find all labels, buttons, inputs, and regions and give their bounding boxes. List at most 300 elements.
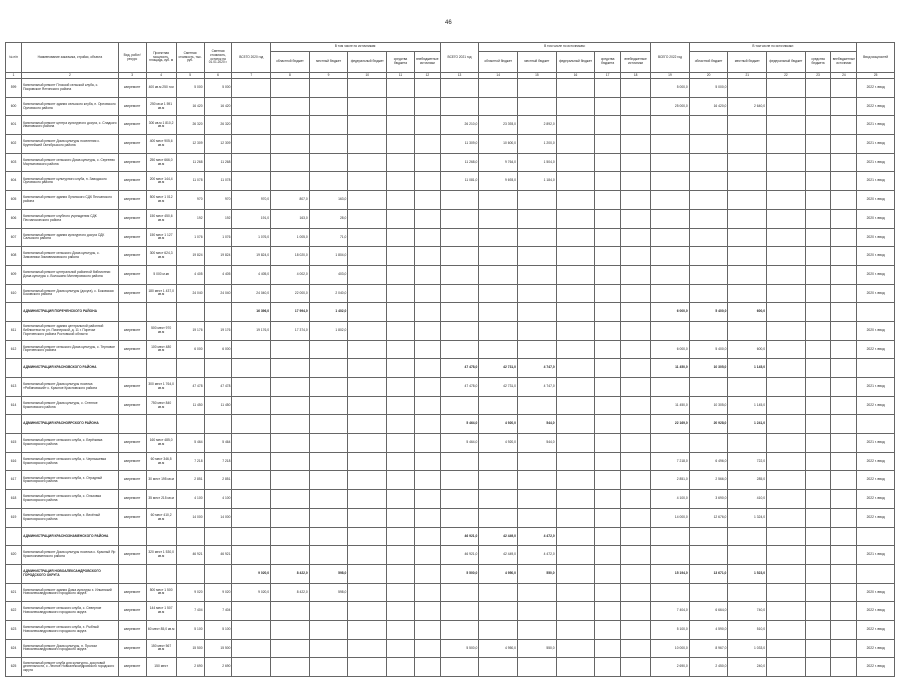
cell-empty (414, 191, 440, 210)
col-h: областной бюджет (479, 52, 518, 73)
cell-empty (805, 396, 831, 415)
cell-name: Капитальный ремонт центра культурного досуга, с. Сладкого Ивановского района (22, 116, 119, 135)
cell-cost: 5 100 (176, 620, 204, 639)
cell-end: 2022 г. ввод (857, 452, 895, 471)
table-row (6, 658, 895, 677)
cell-empty (805, 378, 831, 397)
cell-empty (595, 378, 621, 397)
cell-cap: 250 кв.м 1 591 кв.м (146, 97, 176, 116)
cell-t20 (232, 172, 271, 191)
cell-d (518, 97, 557, 116)
cell-empty (767, 434, 806, 453)
column-number: 6 (204, 73, 232, 79)
cell-empty (621, 153, 651, 172)
cell-t21 (440, 602, 479, 621)
cell-t20 (232, 116, 271, 135)
column-number: 16 (556, 73, 595, 79)
cell-empty (348, 172, 387, 191)
cell-c: 4 950,0 (479, 639, 518, 658)
cell-cost: 4 100 (176, 490, 204, 509)
cell-a (271, 135, 310, 154)
cell-cost: 19 176 (176, 321, 204, 340)
cell-a: 1 005,0 (271, 228, 310, 247)
cell-no (6, 527, 22, 546)
cell-t22: 7 404,0 (651, 602, 690, 621)
cell-t22 (651, 434, 690, 453)
cell-type (118, 359, 146, 378)
cell-rem: 15 500 (204, 639, 232, 658)
col-name: Наименование заказчика, стройки, объекта (22, 43, 119, 73)
cell-cap: 250 мест 666,0 кв.м (146, 153, 176, 172)
cell-t22 (651, 116, 690, 135)
cell-d (518, 658, 557, 677)
cell-empty (805, 415, 831, 434)
cell-empty (595, 490, 621, 509)
col-total-2021: ВСЕГО 2021 год (440, 43, 479, 73)
cell-t21 (440, 79, 479, 98)
cell-cost: 5 000 (176, 79, 204, 98)
cell-empty (595, 434, 621, 453)
cell-end (857, 303, 895, 322)
cell-empty (831, 415, 857, 434)
cell-d: 4 472,0 (518, 546, 557, 565)
cell-type: капремонт (118, 284, 146, 303)
cell-empty (348, 116, 387, 135)
cell-c (479, 340, 518, 359)
cell-b: 1 802,0 (309, 321, 348, 340)
cell-empty (767, 490, 806, 509)
cell-empty (831, 153, 857, 172)
cell-empty (595, 452, 621, 471)
cell-rem: 11 078 (204, 172, 232, 191)
cell-empty (831, 172, 857, 191)
cell-empty (348, 508, 387, 527)
cell-cap (146, 527, 176, 546)
cell-d (518, 247, 557, 266)
cell-f (728, 265, 767, 284)
cell-t22 (651, 228, 690, 247)
cell-empty (621, 209, 651, 228)
cell-rem: 5 464 (204, 434, 232, 453)
cell-empty (387, 527, 415, 546)
cell-t20: 19 176,0 (232, 321, 271, 340)
cell-cap: 180 мест 1 437,0 кв.м (146, 284, 176, 303)
cell-e: 5 400,0 (689, 303, 728, 322)
cell-empty (387, 620, 415, 639)
cell-empty (348, 471, 387, 490)
cell-empty (805, 434, 831, 453)
cell-t21 (440, 191, 479, 210)
cell-name: Капитальный ремонт Дома культуры поселка с. Красный Яр Краснознаменского района (22, 546, 119, 565)
cell-e: 2 566,0 (689, 471, 728, 490)
cell-b (309, 97, 348, 116)
cell-empty (595, 265, 621, 284)
cell-empty (831, 284, 857, 303)
cell-t21 (440, 265, 479, 284)
cell-empty (387, 639, 415, 658)
cell-cap: 144 мест 1 507 кв.м (146, 602, 176, 621)
cell-t20 (232, 602, 271, 621)
cell-rem (204, 564, 232, 583)
cell-f (728, 546, 767, 565)
col-capacity: Проектная мощность, площадь, куб. м (146, 43, 176, 73)
cell-t21 (440, 508, 479, 527)
cell-empty (387, 452, 415, 471)
table-row (6, 172, 895, 191)
cell-empty (621, 508, 651, 527)
cell-end: 2022 г. ввод (857, 658, 895, 677)
cell-f: 1 145,0 (728, 359, 767, 378)
cell-name: Капитальный ремонт культурного клуба, п. Заводского Орловского района (22, 172, 119, 191)
cell-rem: 46 921 (204, 546, 232, 565)
cell-empty (414, 209, 440, 228)
cell-t22: 14 000,0 (651, 508, 690, 527)
cell-empty (621, 172, 651, 191)
cell-c (479, 321, 518, 340)
cell-empty (556, 583, 595, 602)
cell-empty (595, 359, 621, 378)
cell-empty (595, 153, 621, 172)
cell-cost (176, 359, 204, 378)
cell-empty (556, 378, 595, 397)
cell-empty (831, 471, 857, 490)
cell-empty (767, 602, 806, 621)
cell-no: 624 (6, 639, 22, 658)
cell-empty (595, 116, 621, 135)
cell-rem: 11 268 (204, 153, 232, 172)
cell-empty (805, 658, 831, 677)
cell-empty (831, 265, 857, 284)
cell-empty (556, 135, 595, 154)
cell-no: 609 (6, 265, 22, 284)
cell-empty (831, 228, 857, 247)
col-h: областной бюджет (271, 52, 310, 73)
cell-cap: 500 мест 970 кв.м (146, 321, 176, 340)
cell-t20 (232, 527, 271, 546)
cell-empty (831, 116, 857, 135)
cell-empty (831, 583, 857, 602)
cell-end: 2021 г. ввод (857, 172, 895, 191)
cell-empty (556, 116, 595, 135)
cell-t21 (440, 303, 479, 322)
cell-t22 (651, 546, 690, 565)
cell-b: 598,0 (309, 583, 348, 602)
cell-t21 (440, 228, 479, 247)
cell-a (271, 172, 310, 191)
col-type: Вид, работ/ ресурс (118, 43, 146, 73)
cell-b: 2 040,0 (309, 284, 348, 303)
cell-t22 (651, 583, 690, 602)
cell-no (6, 303, 22, 322)
cell-empty (414, 527, 440, 546)
cell-t22 (651, 172, 690, 191)
cell-empty (414, 340, 440, 359)
cell-name: АДМИНИСТРАЦИЯ КРАСНОЗНАМЕНСКОГО РАЙОНА (22, 527, 119, 546)
cell-t21 (440, 471, 479, 490)
cell-t20 (232, 340, 271, 359)
cell-cap: 500 мест 1 012 кв.м (146, 191, 176, 210)
cell-no: 607 (6, 228, 22, 247)
cell-f: 1 145,0 (728, 396, 767, 415)
cell-b: 163,0 (309, 191, 348, 210)
group-row (6, 303, 895, 322)
cell-d: 4 747,0 (518, 378, 557, 397)
cell-end: 2020 г. ввод (857, 284, 895, 303)
table-row (6, 602, 895, 621)
cell-empty (387, 97, 415, 116)
cell-a: 22 000,0 (271, 284, 310, 303)
cell-no: 605 (6, 191, 22, 210)
cell-t21: 47 478,0 (440, 359, 479, 378)
cell-no: 601 (6, 116, 22, 135)
cell-cost: 1 076 (176, 228, 204, 247)
cell-empty (414, 228, 440, 247)
cell-no: 606 (6, 209, 22, 228)
cell-empty (595, 658, 621, 677)
cell-t22: 2 851,0 (651, 471, 690, 490)
cell-rem: 14 000 (204, 508, 232, 527)
cell-t20: 9 020,0 (232, 564, 271, 583)
cell-empty (831, 490, 857, 509)
cell-empty (767, 620, 806, 639)
column-number: 14 (479, 73, 518, 79)
cell-empty (595, 247, 621, 266)
cell-end: 2022 г. ввод (857, 97, 895, 116)
cell-no: 620 (6, 546, 22, 565)
cell-rem: 19 824 (204, 247, 232, 266)
cell-b: 598,0 (309, 564, 348, 583)
cell-empty (387, 378, 415, 397)
cell-d (518, 340, 557, 359)
cell-c (479, 602, 518, 621)
cell-empty (805, 228, 831, 247)
cell-empty (414, 490, 440, 509)
column-number: 23 (805, 73, 831, 79)
cell-type: капремонт (118, 116, 146, 135)
cell-t21 (440, 396, 479, 415)
cell-empty (831, 340, 857, 359)
cell-empty (595, 321, 621, 340)
cell-empty (348, 639, 387, 658)
cell-t21 (440, 247, 479, 266)
cell-c (479, 471, 518, 490)
cell-c: 10 600,0 (479, 135, 518, 154)
cell-empty (387, 284, 415, 303)
cell-empty (556, 172, 595, 191)
cell-type: капремонт (118, 378, 146, 397)
cell-empty (621, 116, 651, 135)
cell-empty (348, 378, 387, 397)
cell-no: 600 (6, 97, 22, 116)
cell-c (479, 265, 518, 284)
col-h: внебюджетные источники (621, 52, 651, 73)
cell-empty (767, 247, 806, 266)
cell-rem: 6 000 (204, 340, 232, 359)
cell-empty (595, 471, 621, 490)
cell-t20 (232, 153, 271, 172)
cell-a (271, 396, 310, 415)
cell-empty (348, 546, 387, 565)
cell-cap: 60 мест 85,0 кв.м (146, 620, 176, 639)
cell-name: Капитальный ремонт сельского клуба, с. Берёзовка Красноярского района (22, 434, 119, 453)
cell-empty (595, 564, 621, 583)
cell-empty (621, 97, 651, 116)
cell-t21 (440, 209, 479, 228)
cell-empty (767, 303, 806, 322)
cell-c (479, 247, 518, 266)
cell-cap: 400 мест 905,6 кв.м (146, 135, 176, 154)
cell-d (518, 209, 557, 228)
cell-type: капремонт (118, 471, 146, 490)
cell-end: 2022 г. ввод (857, 508, 895, 527)
cell-cost: 19 824 (176, 247, 204, 266)
cell-e (689, 583, 728, 602)
cell-rem: 2 690 (204, 658, 232, 677)
cell-d (518, 284, 557, 303)
cell-a: 807,0 (271, 191, 310, 210)
table-row (6, 508, 895, 527)
cell-t21 (440, 97, 479, 116)
cell-c (479, 303, 518, 322)
cell-t20 (232, 415, 271, 434)
cell-no (6, 564, 22, 583)
cell-c (479, 620, 518, 639)
cell-empty (387, 396, 415, 415)
cell-a (271, 471, 310, 490)
cell-empty (767, 265, 806, 284)
cell-empty (556, 602, 595, 621)
cell-t22: 15 194,0 (651, 564, 690, 583)
cell-name: Капитальный ремонт клуба для культурно- досуговой деятельности, с. Лесное Новоалександровского городского округа (22, 658, 119, 677)
cell-empty (348, 340, 387, 359)
cell-empty (348, 415, 387, 434)
cell-d (518, 471, 557, 490)
cell-rem (204, 303, 232, 322)
table-row (6, 378, 895, 397)
cell-empty (414, 265, 440, 284)
cell-name: Капитальный ремонт сельского клуба, с. Ольховка Красноярского района (22, 490, 119, 509)
table-row (6, 471, 895, 490)
cell-empty (595, 583, 621, 602)
cell-empty (621, 639, 651, 658)
cell-t20: 19 824,0 (232, 247, 271, 266)
cell-empty (348, 452, 387, 471)
cell-name: Капитальный ремонт Дома культуры поселка «Рябиновский» с. Красное Красновского района (22, 378, 119, 397)
cell-no: 603 (6, 153, 22, 172)
cell-empty (767, 97, 806, 116)
column-number: 13 (440, 73, 479, 79)
cell-end: 2021 г. ввод (857, 135, 895, 154)
cell-empty (556, 508, 595, 527)
cell-e: 6 496,0 (689, 452, 728, 471)
cell-empty (621, 602, 651, 621)
cell-empty (595, 135, 621, 154)
cell-empty (556, 359, 595, 378)
cell-f: 722,0 (728, 452, 767, 471)
cell-empty (348, 191, 387, 210)
cell-empty (621, 396, 651, 415)
cell-empty (767, 415, 806, 434)
cell-no: 617 (6, 471, 22, 490)
cell-type: капремонт (118, 340, 146, 359)
cell-empty (767, 564, 806, 583)
cell-t22: 2 690,0 (651, 658, 690, 677)
cell-empty (387, 359, 415, 378)
cell-a (271, 602, 310, 621)
cell-empty (831, 321, 857, 340)
cell-type: капремонт (118, 620, 146, 639)
cell-empty (556, 620, 595, 639)
cell-e: 3 690,0 (689, 490, 728, 509)
table-row (6, 135, 895, 154)
cell-empty (595, 639, 621, 658)
cell-empty (805, 97, 831, 116)
cell-t21: 11 309,0 (440, 135, 479, 154)
cell-b (309, 340, 348, 359)
cell-name: АДМИНИСТРАЦИЯ ПОРЕЧЕНСКОГО РАЙОНА (22, 303, 119, 322)
cell-empty (621, 191, 651, 210)
cell-empty (595, 546, 621, 565)
cell-d (518, 490, 557, 509)
cell-cap: 150 мест (146, 658, 176, 677)
cell-rem (204, 527, 232, 546)
cell-c: 23 393,0 (479, 116, 518, 135)
cell-t20 (232, 639, 271, 658)
cell-t21 (440, 490, 479, 509)
cell-f (728, 321, 767, 340)
cell-empty (805, 620, 831, 639)
cell-d (518, 303, 557, 322)
col-h: федеральный бюджет (556, 52, 595, 73)
cell-rem: 970 (204, 191, 232, 210)
cell-empty (556, 209, 595, 228)
cell-no: 619 (6, 508, 22, 527)
cell-empty (414, 359, 440, 378)
cell-empty (767, 172, 806, 191)
cell-t20 (232, 396, 271, 415)
cell-cap (146, 564, 176, 583)
cell-empty (805, 471, 831, 490)
cell-empty (805, 79, 831, 98)
cell-end: 2022 г. ввод (857, 340, 895, 359)
cell-b (309, 471, 348, 490)
cell-empty (387, 602, 415, 621)
cell-c (479, 396, 518, 415)
cell-c (479, 79, 518, 98)
cell-empty (831, 135, 857, 154)
cell-d: 1 504,0 (518, 153, 557, 172)
cell-t20: 24 040,0 (232, 284, 271, 303)
group-row (6, 359, 895, 378)
cell-a (271, 97, 310, 116)
cell-cost: 2 851 (176, 471, 204, 490)
cell-empty (387, 564, 415, 583)
cell-empty (414, 602, 440, 621)
cell-rem: 5 100 (204, 620, 232, 639)
cell-empty (387, 508, 415, 527)
group-row (6, 415, 895, 434)
cell-b (309, 79, 348, 98)
cell-e (689, 378, 728, 397)
cell-empty (414, 303, 440, 322)
cell-type: капремонт (118, 434, 146, 453)
column-number: 4 (146, 73, 176, 79)
column-number: 11 (387, 73, 415, 79)
cell-cost: 11 078 (176, 172, 204, 191)
cell-empty (595, 284, 621, 303)
col-no: № п/п (6, 43, 22, 73)
cell-empty (595, 209, 621, 228)
